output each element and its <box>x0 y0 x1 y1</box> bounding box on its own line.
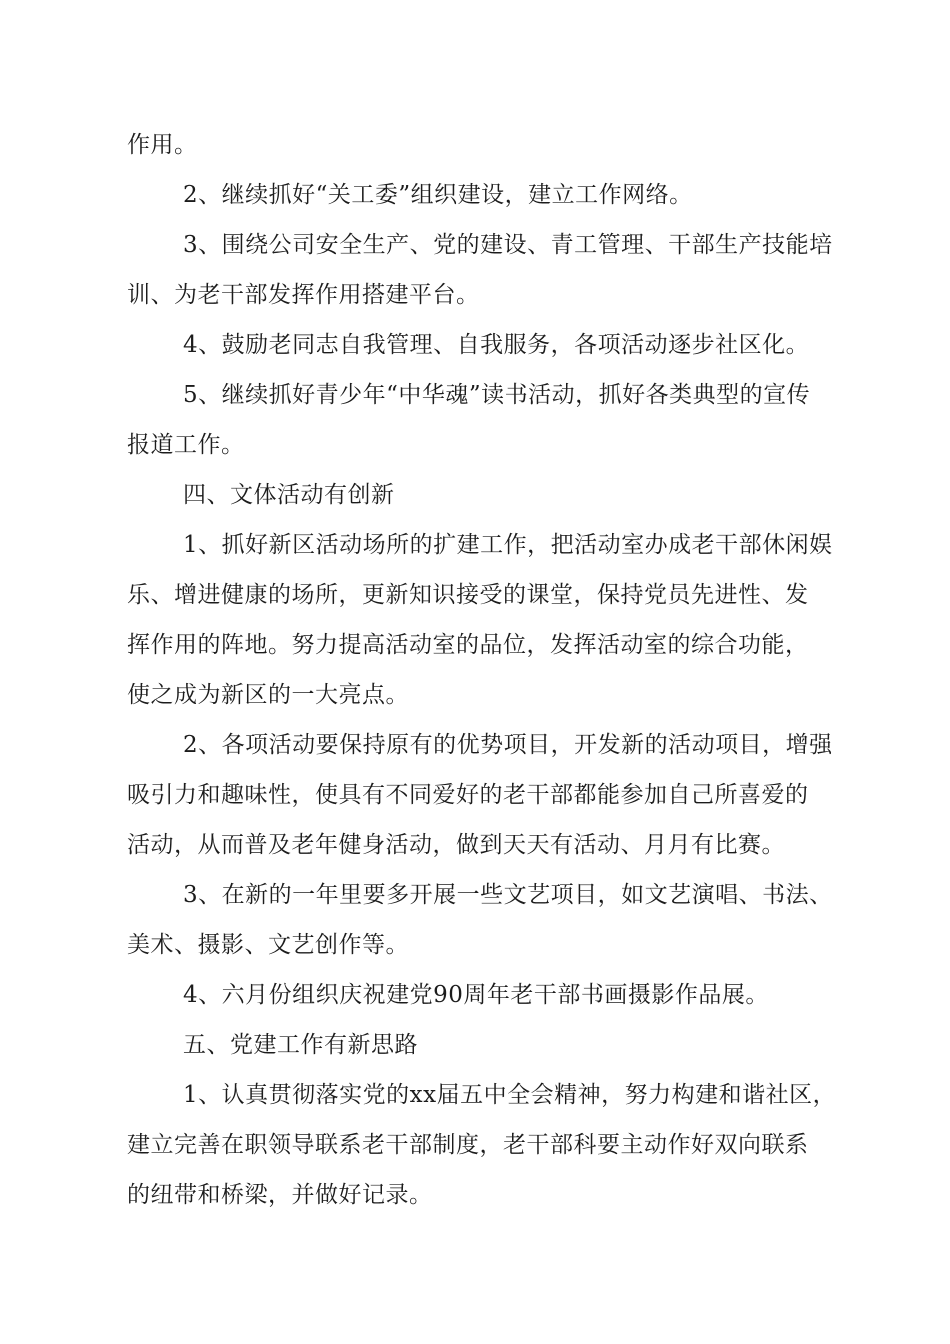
list-item-line: 2、继续抓好“关工委”组织建设，建立工作网络。 <box>183 182 693 208</box>
paragraph-continuation-line: 作用。 <box>127 132 198 158</box>
section-heading-line: 五、党建工作有新思路 <box>183 1032 418 1058</box>
paragraph-continuation-line: 乐、增进健康的场所，更新知识接受的课堂，保持党员先进性、发 <box>127 582 809 608</box>
section-heading-line: 四、文体活动有创新 <box>183 482 395 508</box>
paragraph-continuation-line: 的纽带和桥梁，并做好记录。 <box>127 1182 433 1208</box>
paragraph-continuation-line: 使之成为新区的一大亮点。 <box>127 682 409 708</box>
paragraph-continuation-line: 挥作用的阵地。努力提高活动室的品位，发挥活动室的综合功能， <box>127 632 809 658</box>
list-item-line: 1、抓好新区活动场所的扩建工作，把活动室办成老干部休闲娱 <box>183 532 833 558</box>
document-body <box>127 120 837 1220</box>
paragraph-continuation-line: 吸引力和趣味性，使具有不同爱好的老干部都能参加自己所喜爱的 <box>127 782 809 808</box>
list-item-line: 2、各项活动要保持原有的优势项目，开发新的活动项目，增强 <box>183 732 833 758</box>
list-item-line: 4、鼓励老同志自我管理、自我服务，各项活动逐步社区化。 <box>183 332 810 358</box>
paragraph-continuation-line: 建立完善在职领导联系老干部制度，老干部科要主动作好双向联系 <box>127 1132 809 1158</box>
list-item-line: 1、认真贯彻落实党的xx届五中全会精神，努力构建和谐社区， <box>183 1082 837 1108</box>
list-item-line: 3、在新的一年里要多开展一些文艺项目，如文艺演唱、书法、 <box>183 882 833 908</box>
paragraph-continuation-line: 训、为老干部发挥作用搭建平台。 <box>127 282 480 308</box>
paragraph-continuation-line: 活动，从而普及老年健身活动，做到天天有活动、月月有比赛。 <box>127 832 785 858</box>
list-item-line: 5、继续抓好青少年“中华魂”读书活动，抓好各类典型的宣传 <box>183 382 811 408</box>
list-item-line: 3、围绕公司安全生产、党的建设、青工管理、干部生产技能培 <box>183 232 833 258</box>
list-item-line: 4、六月份组织庆祝建党90周年老干部书画摄影作品展。 <box>183 982 769 1008</box>
paragraph-continuation-line: 报道工作。 <box>127 432 245 458</box>
paragraph-continuation-line: 美术、摄影、文艺创作等。 <box>127 932 409 958</box>
